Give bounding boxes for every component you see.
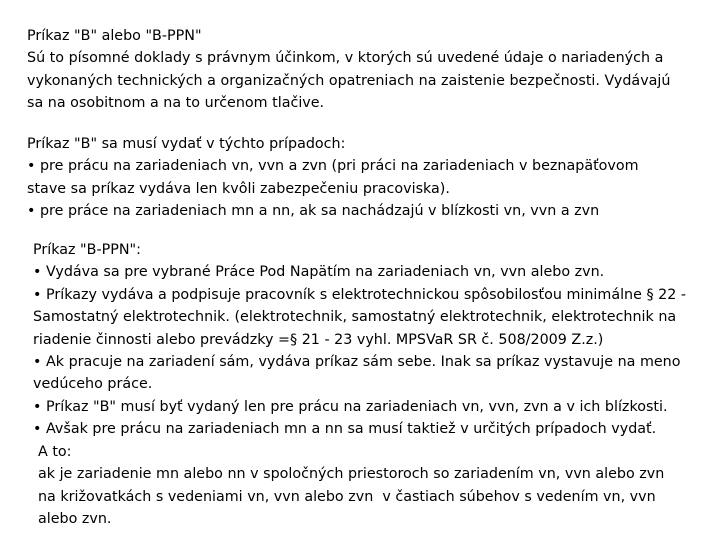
text-line: sa na osobitnom a na to určenom tlačive. <box>27 95 325 112</box>
text-line: • pre práce na zariadeniach mn a nn, ak sa nachádzajú v blízkosti vn, vvn a zvn <box>27 203 600 220</box>
section-a-to <box>38 441 664 531</box>
section-title: Príkaz "B" alebo "B-PPN" <box>27 28 202 44</box>
text-line: • Ak pracuje na zariadení sám, vydáva príkaz sám sebe. Inak sa príkaz vystavuje na meno <box>33 354 681 371</box>
text-line: vedúceho práce. <box>33 376 153 393</box>
section-b-cases <box>27 133 639 223</box>
text-line: • Avšak pre prácu na zariadeniach mn a nn sa musí taktiež v určitých prípadoch vydať. <box>33 421 657 438</box>
section-b-definition <box>27 25 670 115</box>
text-line: stave sa príkaz vydáva len kvôli zabezpečeniu pracoviska). <box>27 180 450 197</box>
section-title: A to: <box>38 444 72 460</box>
text-line: • Príkaz "B" musí byť vydaný len pre prácu na zariadeniach vn, vvn, zvn a v ich blízkosti. <box>33 398 668 415</box>
text-line: Sú to písomné doklady s právnym účinkom, v ktorých sú uvedené údaje o nariadených a <box>27 50 664 67</box>
text-line: ak je zariadenie mn alebo nn v spoločných priestoroch so zariadením vn, vvn alebo zvn <box>38 466 665 483</box>
text-line: alebo zvn. <box>38 511 112 528</box>
section-title: Príkaz "B" sa musí vydať v týchto prípadoch: <box>27 136 346 152</box>
section-b-ppn <box>33 239 686 441</box>
text-line: Samostatný elektrotechnik. (elektrotechnik, samostatný elektrotechnik, elektrotechnik na <box>33 309 677 326</box>
text-line: • pre prácu na zariadeniach vn, vvn a zvn (pri práci na zariadeniach v beznapäťovom <box>27 158 639 175</box>
text-line: • Príkazy vydáva a podpisuje pracovník s elektrotechnickou spôsobilosťou minimálne § 22 - <box>33 286 687 303</box>
text-line: na križovatkách s vedeniami vn, vvn alebo zvn v častiach súbehov s vedením vn, vvn <box>38 488 656 505</box>
text-line: riadenie činnosti alebo prevádzky =§ 21 - 23 vyhl. MPSVaR SR č. 508/2009 Z.z.) <box>33 331 604 348</box>
section-title: Príkaz "B-PPN": <box>33 242 141 258</box>
text-line: vykonaných technických a organizačných opatreniach na zaistenie bezpečnosti. Vydávajú <box>27 72 671 89</box>
text-line: • Vydáva sa pre vybrané Práce Pod Napätím na zariadeniach vn, vvn alebo zvn. <box>33 264 605 281</box>
